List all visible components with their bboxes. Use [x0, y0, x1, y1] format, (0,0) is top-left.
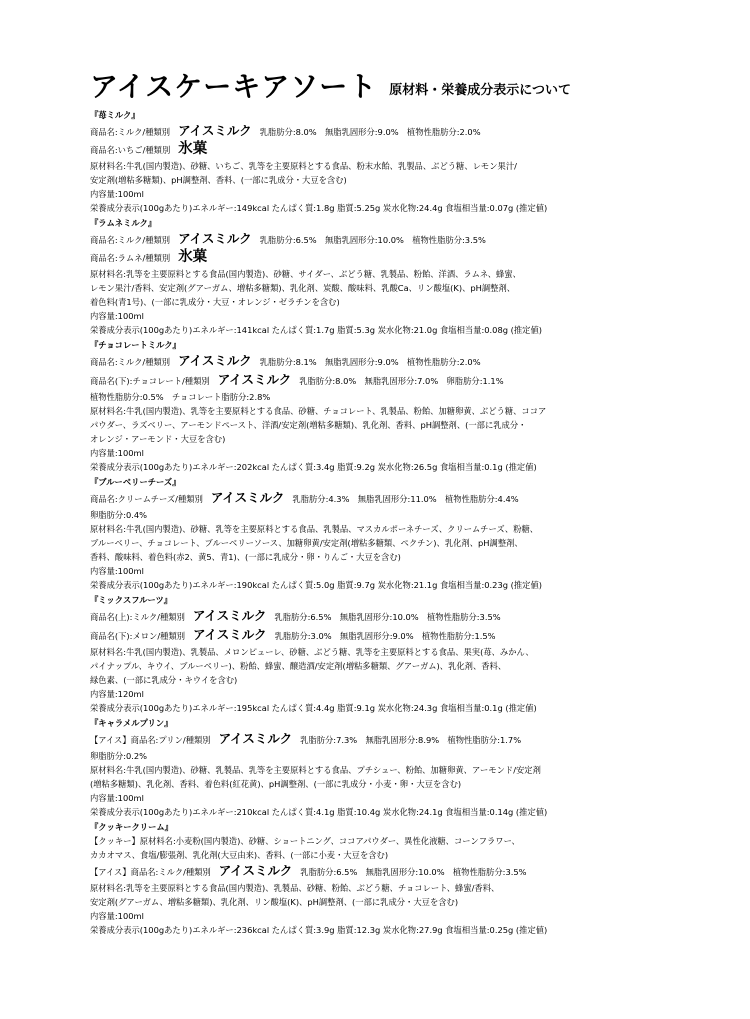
info-text: 原材料名:乳等を主要原料とする食品(国内製造)、砂糖、サイダー、ぶどう糖、乳製品、粉飴、洋酒、ラムネ、蜂蜜、 — [90, 269, 521, 279]
product-type: アイスミルク — [218, 731, 293, 746]
product-type: アイスミルク — [193, 627, 267, 642]
product-type: アイスミルク — [218, 863, 293, 878]
info-text: 乳脂肪分:8.0% 無脂乳固形分:7.0% 卵脂肪分:1.1% — [299, 376, 504, 386]
info-line — [90, 249, 710, 267]
info-text: 卵脂肪分:0.2% — [90, 751, 148, 761]
info-text: オレンジ・アーモンド・大豆を含む) — [90, 434, 226, 444]
info-text: 内容量:120ml — [90, 689, 144, 699]
info-line — [90, 418, 710, 432]
info-line — [90, 834, 710, 848]
page-title: アイスケーキアソート — [90, 70, 378, 103]
product-type: アイスミルク — [178, 123, 252, 138]
info-line — [90, 550, 710, 564]
info-line — [90, 390, 710, 404]
info-text: 【アイス】商品名:プリン/種類別 — [90, 735, 211, 745]
info-line — [90, 895, 710, 909]
info-line — [90, 791, 710, 805]
info-text: 商品名:ラムネ/種類別 — [90, 253, 171, 263]
document-page — [90, 72, 710, 937]
info-line — [90, 578, 710, 592]
product-type: アイスミルク — [210, 490, 285, 505]
info-line — [90, 536, 710, 550]
info-line — [90, 522, 710, 536]
info-line — [90, 763, 710, 777]
info-text: 内容量:100ml — [90, 566, 144, 576]
info-line — [90, 267, 710, 281]
info-text: 緑色素、(一部に乳成分・キウイを含む) — [90, 675, 238, 685]
product-section — [90, 338, 710, 474]
info-line — [90, 230, 710, 249]
product-section — [90, 108, 710, 215]
info-line — [90, 281, 710, 295]
info-text: 内容量:100ml — [90, 189, 144, 199]
info-text: パウダー、ラズベリー、アーモンドペースト、洋酒/安定剤(増粘多糖類)、乳化剤、香料、pH調整剤、(一部に乳成分・ — [90, 420, 527, 430]
info-line — [90, 645, 710, 659]
info-line — [90, 201, 710, 215]
info-text: 内容量:100ml — [90, 911, 144, 921]
info-text: 商品名:ミルク/種類別 — [90, 357, 171, 367]
info-text: 栄養成分表示(100gあたり)エネルギー:202kcal たんぱく質:3.4g 脂質:9.2g 炭水化物:26.5g 食塩相当量:0.1g (推定値) — [90, 462, 537, 472]
section-title: 『キャラメルプリン』 — [90, 718, 173, 728]
info-line — [90, 371, 710, 390]
info-line — [90, 446, 710, 460]
info-text: 【アイス】商品名:ミルク/種類別 — [90, 867, 211, 877]
section-title: 『ブルーベリーチーズ』 — [90, 477, 181, 487]
info-line — [90, 923, 710, 937]
info-line — [90, 749, 710, 763]
info-line — [90, 508, 710, 522]
product-sections — [90, 108, 710, 937]
product-type: 氷菓 — [178, 141, 208, 157]
info-text: 商品名:ミルク/種類別 — [90, 235, 171, 245]
info-text: 商品名(上):ミルク/種類別 — [90, 612, 185, 622]
section-title: 『チョコレートミルク』 — [90, 340, 181, 350]
info-line — [90, 607, 710, 626]
info-text: 乳脂肪分:4.3% 無脂乳固形分:11.0% 植物性脂肪分:4.4% — [292, 494, 519, 504]
info-text: 原材料名:牛乳(国内製造)、乳製品、メロンピューレ、砂糖、ぶどう糖、乳等を主要原料とする食品、果実(苺、みかん、 — [90, 647, 534, 657]
info-text: 原材料名:牛乳(国内製造)、砂糖、乳製品、乳等を主要原料とする食品、プチシュー、粉飴、加糖卵黄、アーモンド/安定剤 — [90, 765, 541, 775]
info-line — [90, 659, 710, 673]
info-line — [90, 805, 710, 819]
info-text: 栄養成分表示(100gあたり)エネルギー:190kcal たんぱく質:5.0g 脂質:9.7g 炭水化物:21.1g 食塩相当量:0.23g (推定値) — [90, 580, 543, 590]
info-line — [90, 309, 710, 323]
info-text: 乳脂肪分:8.0% 無脂乳固形分:9.0% 植物性脂肪分:2.0% — [259, 127, 481, 137]
info-text: 栄養成分表示(100gあたり)エネルギー:210kcal たんぱく質:4.1g 脂質:10.4g 炭水化物:24.1g 食塩相当量:0.14g (推定値) — [90, 807, 548, 817]
info-text: 原材料名:牛乳(国内製造)、砂糖、いちご、乳等を主要原料とする食品、粉末水飴、乳製品、ぶどう糖、レモン果汁/ — [90, 161, 517, 171]
info-text: 安定剤(グアーガム、増粘多糖類)、乳化剤、リン酸塩(K)、pH調整剤、(一部に乳成分・大豆を含む) — [90, 897, 459, 907]
product-section — [90, 820, 710, 937]
product-type: アイスミルク — [178, 231, 252, 246]
info-text: 栄養成分表示(100gあたり)エネルギー:236kcal たんぱく質:3.9g 脂質:12.3g 炭水化物:27.9g 食塩相当量:0.25g (推定値) — [90, 925, 548, 935]
info-text: 乳脂肪分:6.5% 無脂乳固形分:10.0% 植物性脂肪分:3.5% — [274, 612, 501, 622]
info-text: 商品名:クリームチーズ/種類別 — [90, 494, 203, 504]
section-title: 『ミックスフルーツ』 — [90, 595, 173, 605]
title-row — [90, 72, 710, 102]
info-line — [90, 295, 710, 309]
info-line — [90, 141, 710, 159]
product-section — [90, 216, 710, 337]
section-title: 『ラムネミルク』 — [90, 218, 157, 228]
info-text: 【クッキー】原材料名:小麦粉(国内製造)、砂糖、ショートニング、ココアパウダー、異性化液糖、コーンフラワー、 — [90, 836, 520, 846]
info-text: 乳脂肪分:7.3% 無脂乳固形分:8.9% 植物性脂肪分:1.7% — [300, 735, 522, 745]
info-text: 栄養成分表示(100gあたり)エネルギー:141kcal たんぱく質:1.7g 脂質:5.3g 炭水化物:21.0g 食塩相当量:0.08g (推定値) — [90, 325, 543, 335]
info-text: 乳脂肪分:6.5% 無脂乳固形分:10.0% 植物性脂肪分:3.5% — [300, 867, 527, 877]
product-section — [90, 716, 710, 819]
info-line — [90, 730, 710, 749]
info-text: 栄養成分表示(100gあたり)エネルギー:149kcal たんぱく質:1.8g 脂質:5.25g 炭水化物:24.4g 食塩相当量:0.07g (推定値) — [90, 203, 548, 213]
info-line — [90, 777, 710, 791]
info-text: 商品名:いちご/種類別 — [90, 145, 171, 155]
info-text: 原材料名:牛乳(国内製造)、砂糖、乳等を主要原料とする食品、乳製品、マスカルポーネチーズ、クリームチーズ、粉糖、 — [90, 524, 539, 534]
info-line — [90, 489, 710, 508]
info-line — [90, 626, 710, 645]
info-line — [90, 404, 710, 418]
info-line — [90, 687, 710, 701]
info-line — [90, 564, 710, 578]
info-line — [90, 432, 710, 446]
info-text: カカオマス、食塩/膨張剤、乳化剤(大豆由来)、香料、(一部に小麦・大豆を含む) — [90, 850, 389, 860]
section-title: 『クッキークリーム』 — [90, 822, 173, 832]
info-line — [90, 122, 710, 141]
info-text: 乳脂肪分:8.1% 無脂乳固形分:9.0% 植物性脂肪分:2.0% — [259, 357, 481, 367]
info-text: 内容量:100ml — [90, 793, 144, 803]
info-line — [90, 187, 710, 201]
product-section — [90, 593, 710, 715]
info-text: ブルーベリー、チョコレート、ブルーベリーソース、加糖卵黄/安定剤(増粘多糖類、ペクチン)、乳化剤、pH調整剤、 — [90, 538, 523, 548]
product-type: アイスミルク — [178, 353, 252, 368]
product-type: アイスミルク — [217, 372, 292, 387]
info-line — [90, 460, 710, 474]
info-line — [90, 701, 710, 715]
info-text: 原材料名:乳等を主要原料とする食品(国内製造)、乳製品、砂糖、粉飴、ぶどう糖、チョコレート、蜂蜜/香料、 — [90, 883, 500, 893]
info-text: 香料、酸味料、着色料(赤2、黄5、青1)、(一部に乳成分・卵・りんご・大豆を含む) — [90, 552, 401, 562]
info-line — [90, 673, 710, 687]
product-type: 氷菓 — [178, 249, 208, 265]
info-text: パイナップル、キウイ、ブルーベリー)、粉飴、蜂蜜、醸造酒/安定剤(増粘多糖類、グアーガム)、乳化剤、香料、 — [90, 661, 507, 671]
product-type: アイスミルク — [192, 608, 267, 623]
info-text: 商品名(下):メロン/種類別 — [90, 631, 186, 641]
info-text: 内容量:100ml — [90, 448, 144, 458]
info-line — [90, 862, 710, 881]
info-text: 安定剤(増粘多糖類)、pH調整剤、香料、(一部に乳成分・大豆を含む) — [90, 175, 347, 185]
info-line — [90, 352, 710, 371]
info-text: レモン果汁/香料、安定剤(グアーガム、増粘多糖類)、乳化剤、炭酸、酸味料、乳酸Ca、リン酸塩(K)、pH調整剤、 — [90, 283, 516, 293]
info-text: 植物性脂肪分:0.5% チョコレート脂肪分:2.8% — [90, 392, 271, 402]
product-section — [90, 475, 710, 592]
info-text: 乳脂肪分:3.0% 無脂乳固形分:9.0% 植物性脂肪分:1.5% — [274, 631, 496, 641]
info-text: 卵脂肪分:0.4% — [90, 510, 148, 520]
section-title: 『苺ミルク』 — [90, 110, 140, 120]
info-text: 原材料名:牛乳(国内製造)、乳等を主要原料とする食品、砂糖、チョコレート、乳製品、粉飴、加糖卵黄、ぶどう糖、ココア — [90, 406, 547, 416]
info-line — [90, 173, 710, 187]
info-text: 乳脂肪分:6.5% 無脂乳固形分:10.0% 植物性脂肪分:3.5% — [259, 235, 486, 245]
info-text: 着色料(青1号)、(一部に乳成分・大豆・オレンジ・ゼラチンを含む) — [90, 297, 340, 307]
info-line — [90, 159, 710, 173]
info-text: (増粘多糖類)、乳化剤、香料、着色料(紅花黄)、pH調整剤、(一部に乳成分・小麦・卵・大豆を含む) — [90, 779, 462, 789]
info-line — [90, 909, 710, 923]
info-text: 栄養成分表示(100gあたり)エネルギー:195kcal たんぱく質:4.4g 脂質:9.1g 炭水化物:24.3g 食塩相当量:0.1g (推定値) — [90, 703, 537, 713]
info-text: 内容量:100ml — [90, 311, 144, 321]
page-subtitle: 原材料・栄養成分表示について — [389, 83, 571, 98]
info-line — [90, 881, 710, 895]
info-text: 商品名:ミルク/種類別 — [90, 127, 171, 137]
info-line — [90, 323, 710, 337]
info-line — [90, 848, 710, 862]
info-text: 商品名(下):チョコレート/種類別 — [90, 376, 210, 386]
